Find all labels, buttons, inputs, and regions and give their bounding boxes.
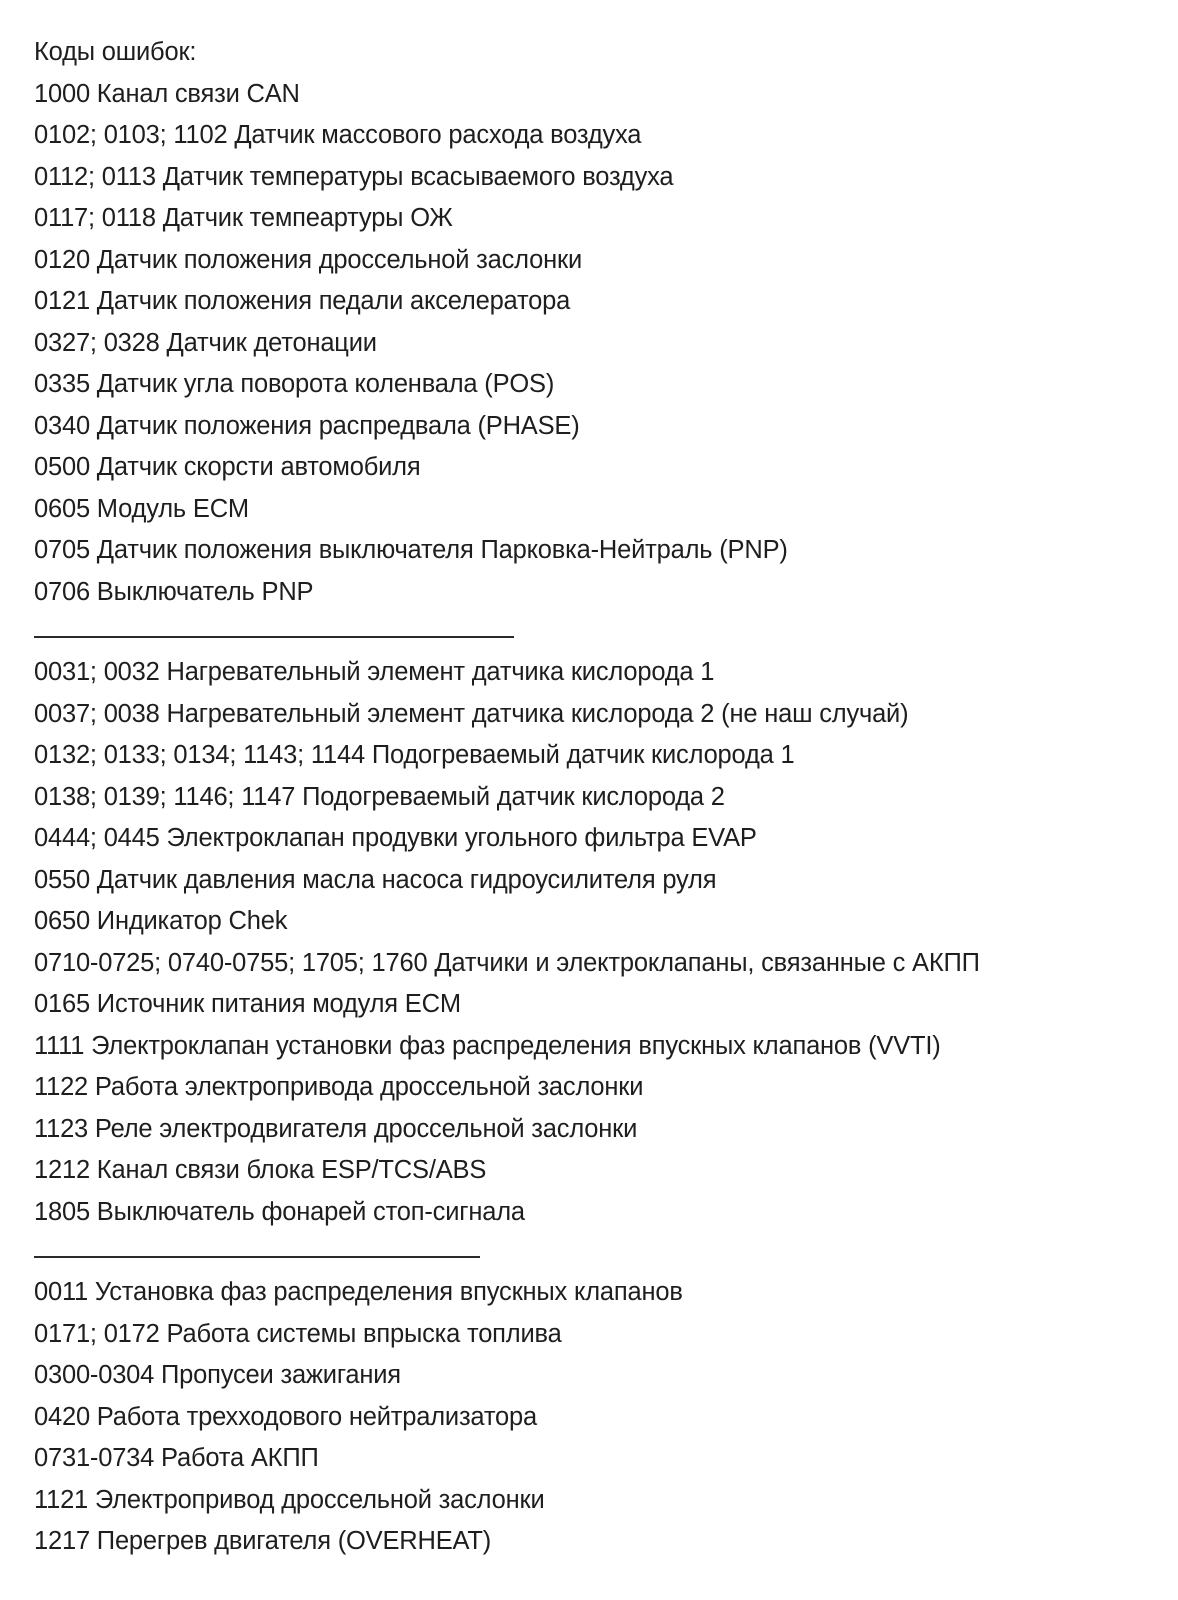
- section-2: [34, 652, 1154, 1233]
- list-item: 0037; 0038 Нагревательный элемент датчика кислорода 2 (не наш случай): [34, 699, 909, 728]
- list-item: 1122 Работа электропривода дроссельной заслонки: [34, 1073, 644, 1101]
- list-item: 0500 Датчик скорсти автомобиля: [34, 453, 421, 481]
- list-item: 0011 Установка фаз распределения впускных клапанов: [34, 1278, 683, 1306]
- list-item: 0731-0734 Работа АКПП: [34, 1444, 319, 1472]
- list-item: 0138; 0139; 1146; 1147 Подогреваемый датчик кислорода 2: [34, 782, 725, 811]
- list-item: 0102; 0103; 1102 Датчик массового расхода воздуха: [34, 121, 642, 149]
- list-item: 0605 Модуль ECM: [34, 494, 249, 523]
- list-item: 1111 Электроклапан установки фаз распределения впускных клапанов (VVTI): [34, 1031, 941, 1060]
- list-item: 0031; 0032 Нагревательный элемент датчика кислорода 1: [34, 658, 715, 686]
- list-item: 0335 Датчик угла поворота коленвала (POS): [34, 370, 555, 398]
- list-item: 0550 Датчик давления масла насоса гидроусилителя руля: [34, 865, 717, 894]
- section-divider-2: [34, 1233, 1154, 1272]
- list-item: 0650 Индикатор Chek: [34, 907, 288, 935]
- list-item: 0132; 0133; 0134; 1143; 1144 Подогреваемый датчик кислорода 1: [34, 741, 795, 769]
- list-item: 1121 Электропривод дроссельной заслонки: [34, 1485, 545, 1514]
- list-item: 0327; 0328 Датчик детонации: [34, 328, 377, 357]
- list-item: 0120 Датчик положения дроссельной заслонки: [34, 245, 582, 274]
- list-item: 0165 Источник питания модуля ECM: [34, 990, 461, 1018]
- list-item: 0705 Датчик положения выключателя Парковка-Нейтраль (PNP): [34, 536, 788, 564]
- error-codes-document: [34, 32, 1154, 1563]
- section-1: [34, 74, 1154, 614]
- list-item: 0300-0304 Пропусеи зажигания: [34, 1361, 401, 1389]
- list-item: 1212 Канал связи блока ESP/TCS/ABS: [34, 1156, 487, 1184]
- list-item: 1217 Перегрев двигателя (OVERHEAT): [34, 1527, 492, 1555]
- list-item: 0710-0725; 0740-0755; 1705; 1760 Датчики и электроклапаны, связанные с АКПП: [34, 948, 980, 977]
- section-divider-1: [34, 613, 1154, 652]
- list-item: 1123 Реле электродвигателя дроссельной заслонки: [34, 1114, 638, 1143]
- divider-line: [34, 636, 514, 638]
- list-item: 0171; 0172 Работа системы впрыска топлива: [34, 1319, 562, 1348]
- list-item: 1805 Выключатель фонарей стоп-сигнала: [34, 1197, 525, 1226]
- section-3: [34, 1272, 1154, 1563]
- list-item: 0420 Работа трехходового нейтрализатора: [34, 1402, 537, 1431]
- list-item: 0340 Датчик положения распредвала (PHASE): [34, 411, 580, 440]
- list-item: 1000 Канал связи CAN: [34, 79, 300, 108]
- list-item: 0444; 0445 Электроклапан продувки угольного фильтра EVAP: [34, 824, 757, 852]
- list-item: 0117; 0118 Датчик темпеартуры ОЖ: [34, 204, 453, 232]
- list-item: 0112; 0113 Датчик температуры всасываемого воздуха: [34, 162, 674, 191]
- list-item: 0121 Датчик положения педали акселератора: [34, 287, 571, 315]
- list-item: 0706 Выключатель PNP: [34, 577, 314, 606]
- document-title: Коды ошибок:: [34, 38, 197, 66]
- divider-line: [34, 1256, 480, 1258]
